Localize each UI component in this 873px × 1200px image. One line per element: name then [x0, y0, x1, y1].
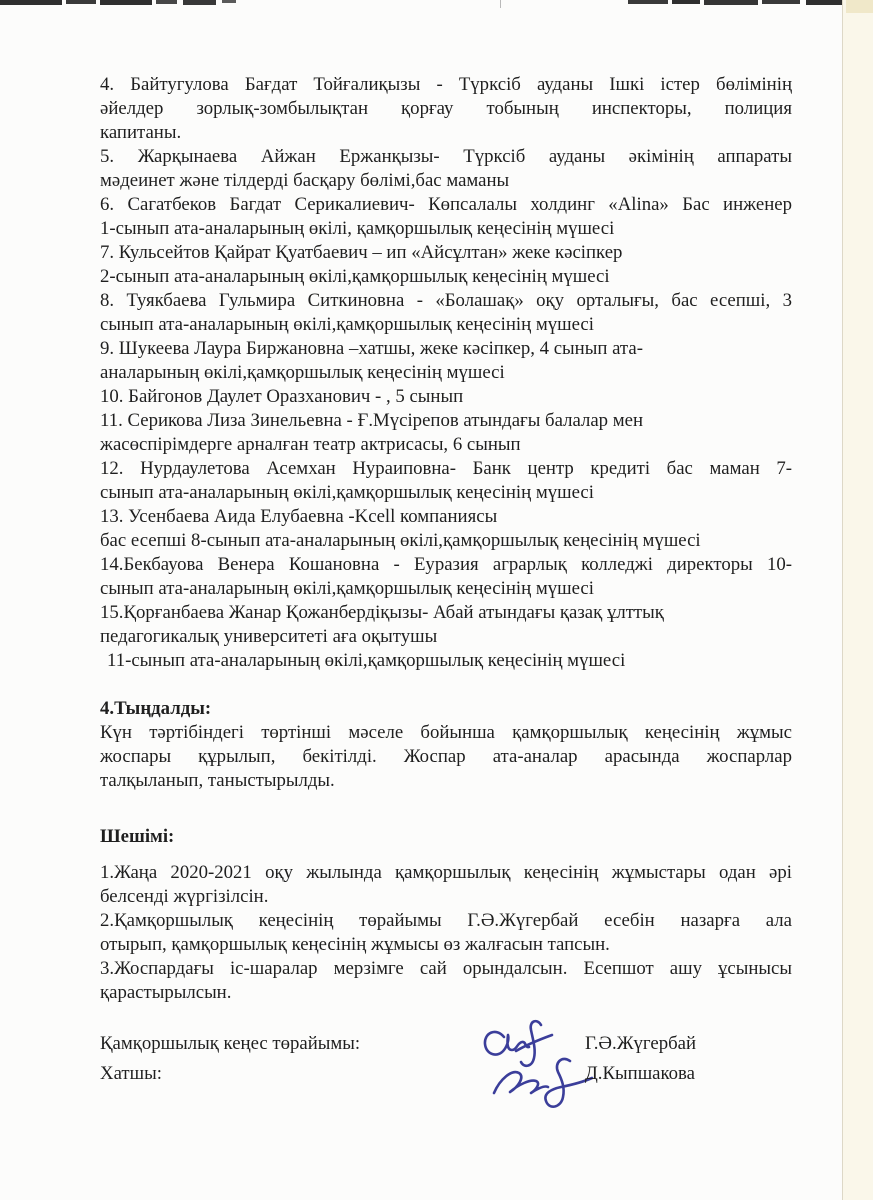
- document-line: әйелдер зорлық-зомбылықтан қорғау тобының инспекторы, полиция: [100, 98, 792, 119]
- document-line: 9. Шукеева Лаура Биржановна –хатшы, жеке кәсіпкер, 4 сынып ата-: [100, 338, 643, 359]
- document-line: 7. Кульсейтов Қайрат Қуатбаевич – ип «Айсұлтан» жеке кәсіпкер: [100, 242, 623, 263]
- document-line: 4. Байтугулова Бағдат Тойғалиқызы - Түрксіб ауданы Ішкі істер бөлімінің: [100, 74, 792, 95]
- document-line: талқыланып, таныстырылды.: [100, 770, 335, 791]
- document-line: сынып ата-аналарының өкілі,қамқоршылық кеңесінің мүшесі: [100, 482, 594, 503]
- document-line: жасөспірімдерге арналған театр актрисасы, 6 сынып: [100, 434, 521, 455]
- tyndaldy-paragraph: [100, 721, 792, 793]
- document-line: сынып ата-аналарының өкілі,қамқоршылық кеңесінің мүшесі: [100, 314, 594, 335]
- scan-artifact-corner-patch: [846, 0, 873, 13]
- document-line: отырып, қамқоршылық кеңесінің жұмысы өз жалғасын тапсын.: [100, 934, 610, 955]
- document-line: аналарының өкілі,қамқоршылық кеңесінің мүшесі: [100, 362, 505, 383]
- document-line: Күн тәртібіндегі төртінші мәселе бойынша қамқоршылық кеңесінің жұмыс: [100, 722, 792, 743]
- chairperson-name: Г.Ә.Жүгербай: [585, 1033, 697, 1054]
- document-line: бас есепші 8-сынып ата-аналарының өкілі,қамқоршылық кеңесінің мүшесі: [100, 530, 701, 551]
- members-list: [100, 73, 792, 673]
- document-line: 13. Усенбаева Аида Елубаевна -Kcell компаниясы: [100, 506, 498, 527]
- section-heading-tyndaldy: 4.Тыңдалды:: [100, 698, 212, 719]
- document-line: қарастырылсын.: [100, 982, 232, 1003]
- document-line: педагогикалық университеті аға оқытушы: [100, 626, 438, 647]
- chairperson-label: Қамқоршылық кеңес төрайымы:: [100, 1033, 361, 1054]
- document-line: 11. Серикова Лиза Зинельевна - Ғ.Мүсірепов атындағы балалар мен: [100, 410, 644, 431]
- secretary-signature-icon: [488, 1053, 600, 1115]
- section-heading-sheshimi: Шешімі:: [100, 826, 175, 847]
- secretary-label: Хатшы:: [100, 1063, 162, 1084]
- sheshimi-list: [100, 861, 792, 1005]
- document-line: 14.Бекбауова Венера Кошановна - Еуразия аграрлық колледжі директоры 10-: [100, 554, 792, 575]
- document-line: 8. Туякбаева Гульмира Ситкиновна - «Болашақ» оқу орталығы, бас есепші, 3: [100, 290, 792, 311]
- document-line: 12. Нурдаулетова Асемхан Нураиповна- Банк центр кредиті бас маман 7-: [100, 458, 792, 479]
- document-line: сынып ата-аналарының өкілі,қамқоршылық кеңесінің мүшесі: [100, 578, 594, 599]
- document-line: 1-сынып ата-аналарының өкілі, қамқоршылық кеңесінің мүшесі: [100, 218, 615, 239]
- document-line: 15.Қорғанбаева Жанар Қожанбердіқызы- Абай атындағы қазақ ұлттық: [100, 602, 664, 623]
- signature-block: [100, 1029, 792, 1169]
- document-line: капитаны.: [100, 122, 182, 143]
- document-body: [100, 73, 792, 1169]
- document-line: жоспары құрылып, бекітілді. Жоспар ата-аналар арасында жоспарлар: [100, 746, 792, 767]
- document-line: 10. Байгонов Даулет Оразханович - , 5 сынып: [100, 386, 464, 407]
- document-line: 2-сынып ата-аналарының өкілі,қамқоршылық кеңесінің мүшесі: [100, 266, 610, 287]
- document-line: 3.Жоспардағы іс-шаралар мерзімге сай орындалсын. Есепшот ашу ұсынысы: [100, 958, 792, 979]
- secretary-name: Д.Кыпшакова: [585, 1063, 696, 1084]
- document-line: 2.Қамқоршылық кеңесінің төрайымы Г.Ә.Жүгербай есебін назарға ала: [100, 910, 792, 931]
- document-line: белсенді жүргізілсін.: [100, 886, 269, 907]
- scan-artifact-right-strip: [842, 0, 873, 1200]
- document-line: 6. Сагатбеков Багдат Серикалиевич- Көпсалалы холдинг «Alina» Бас инженер: [100, 194, 792, 215]
- document-line: 1.Жаңа 2020-2021 оқу жылында қамқоршылық кеңесінің жұмыстары одан әрі: [100, 862, 792, 883]
- document-line: мәдеинет және тілдерді басқару бөлімі,бас маманы: [100, 170, 510, 191]
- document-line: 11-сынып ата-аналарының өкілі,қамқоршылық кеңесінің мүшесі: [107, 650, 626, 671]
- document-line: 5. Жарқынаева Айжан Ержанқызы- Түрксіб ауданы әкімінің аппараты: [100, 146, 792, 167]
